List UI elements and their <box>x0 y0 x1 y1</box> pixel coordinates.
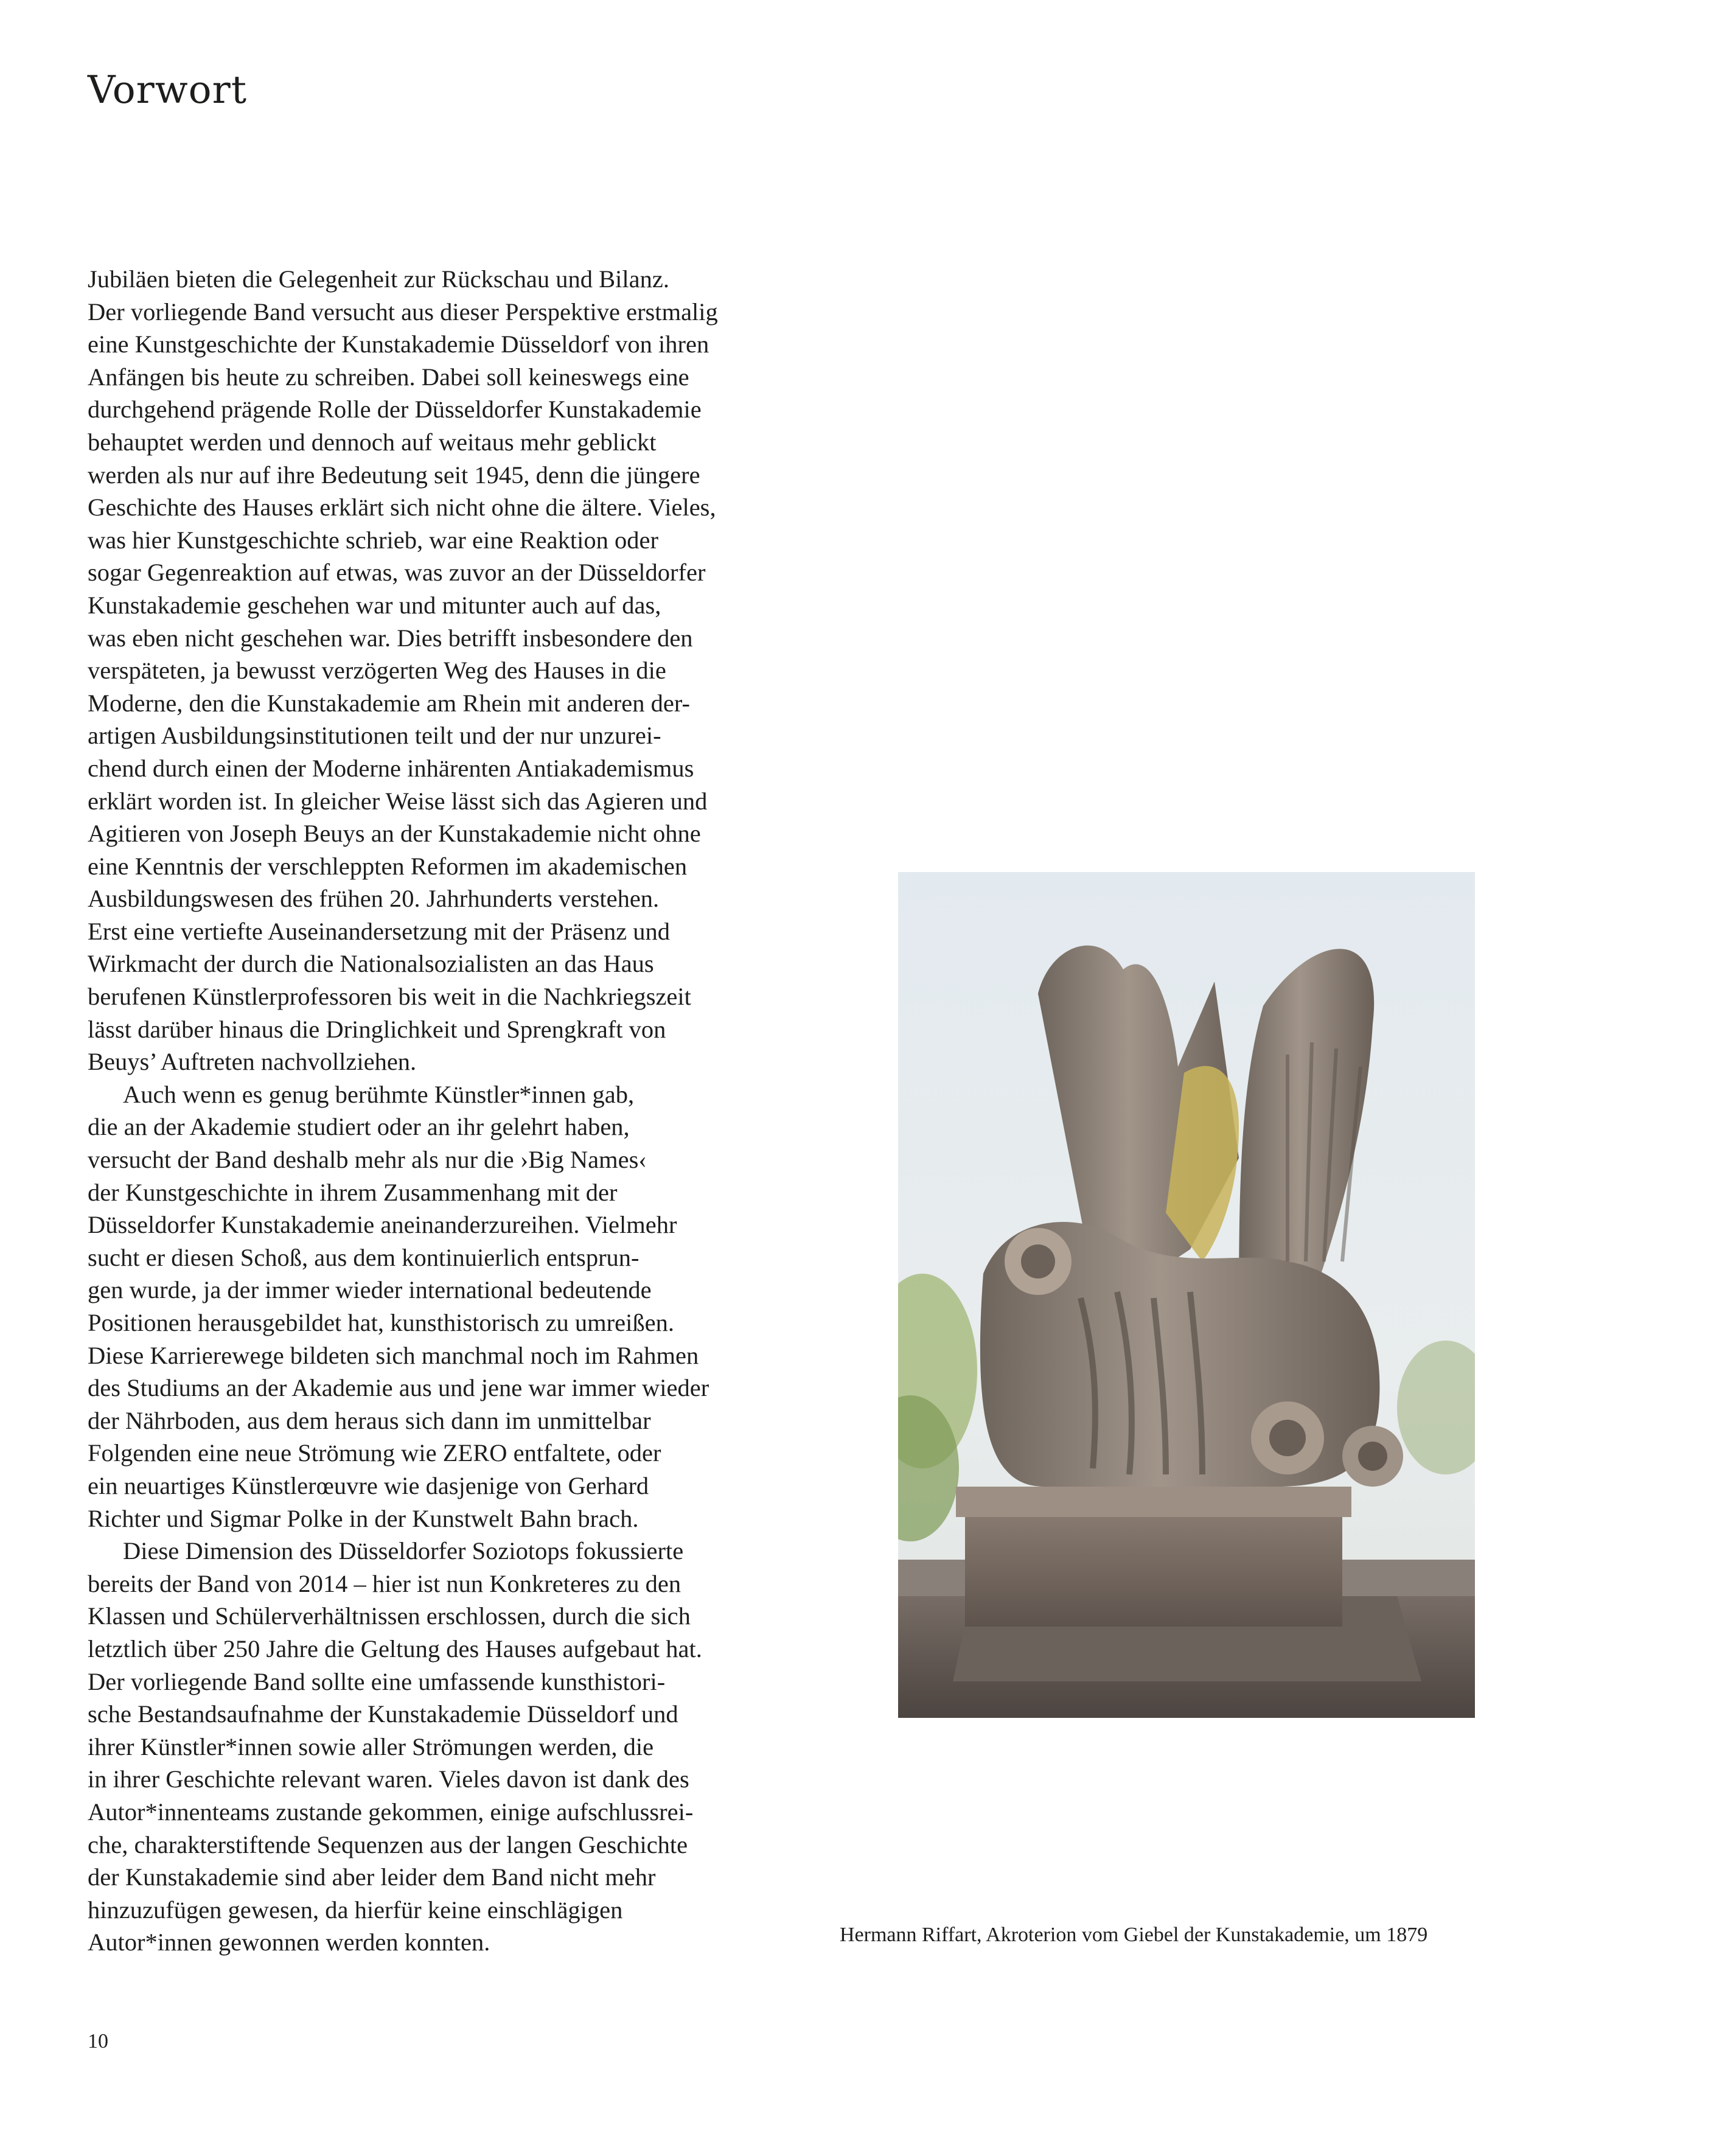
body-line: was hier Kunstgeschichte schrieb, war eine Reaktion oder <box>88 526 658 554</box>
body-line: Klassen und Schülerverhältnissen erschlossen, durch die sich <box>88 1602 691 1630</box>
rosette-center-core <box>1269 1420 1306 1456</box>
body-line: sucht er diesen Schoß, aus dem kontinuierlich entsprun- <box>88 1243 639 1271</box>
body-line: berufenen Künstlerprofessoren bis weit in die Nachkriegszeit <box>88 983 691 1011</box>
body-line: gen wurde, ja der immer wieder international bedeutende <box>88 1276 652 1304</box>
body-line: was eben nicht geschehen war. Dies betrifft insbesondere den <box>88 624 693 652</box>
pedestal-cap <box>956 1487 1351 1517</box>
body-line: versucht der Band deshalb mehr als nur die ›Big Names‹ <box>88 1146 647 1174</box>
page-title: Vorwort <box>88 68 248 112</box>
body-line: che, charakterstiftende Sequenzen aus der langen Geschichte <box>88 1830 688 1858</box>
body-line: Geschichte des Hauses erklärt sich nicht ohne die ältere. Vieles, <box>88 494 716 522</box>
body-line: durchgehend prägende Rolle der Düsseldorfer Kunstakademie <box>88 396 702 424</box>
body-line: Autor*innen gewonnen werden konnten. <box>88 1928 490 1956</box>
body-line: sche Bestandsaufnahme der Kunstakademie Düsseldorf und <box>88 1700 678 1728</box>
body-line: Jubiläen bieten die Gelegenheit zur Rückschau und Bilanz. <box>88 265 669 293</box>
body-line: bereits der Band von 2014 – hier ist nun Konkreteres zu den <box>88 1569 681 1597</box>
body-line: Düsseldorfer Kunstakademie aneinanderzureihen. Vielmehr <box>88 1211 677 1239</box>
akroterion-illustration <box>898 872 1475 1718</box>
body-line: behauptet werden und dennoch auf weitaus mehr geblickt <box>88 428 657 456</box>
body-line: Diese Karrierewege bildeten sich manchmal noch im Rahmen <box>88 1341 699 1369</box>
akroterion-photo <box>898 872 1475 1718</box>
body-line: letztlich über 250 Jahre die Geltung des Hauses aufgebaut hat. <box>88 1634 702 1662</box>
body-line: Der vorliegende Band sollte eine umfassende kunsthistori- <box>88 1667 666 1695</box>
body-line: des Studiums an der Akademie aus und jene war immer wieder <box>88 1374 709 1402</box>
body-line: Der vorliegende Band versucht aus dieser Perspektive erstmalig <box>88 298 718 326</box>
body-line: verspäteten, ja bewusst verzögerten Weg des Hauses in die <box>88 657 666 685</box>
pedestal <box>965 1505 1342 1627</box>
body-line: werden als nur auf ihre Bedeutung seit 1945, denn die jüngere <box>88 461 700 489</box>
body-line: Wirkmacht der durch die Nationalsozialisten an das Haus <box>88 950 654 978</box>
body-line: eine Kenntnis der verschleppten Reformen im akademischen <box>88 852 688 880</box>
body-line: ihrer Künstler*innen sowie aller Strömungen werden, die <box>88 1732 654 1760</box>
body-line: der Kunstgeschichte in ihrem Zusammenhang mit der <box>88 1178 618 1206</box>
rosette-right-core <box>1358 1442 1387 1471</box>
body-line: artigen Ausbildungsinstitutionen teilt und der nur unzurei- <box>88 722 661 750</box>
figure-caption: Hermann Riffart, Akroterion vom Giebel der Kunstakademie, um 1879 <box>840 1924 1428 1946</box>
volute-left-core <box>1021 1244 1055 1279</box>
body-line: chend durch einen der Moderne inhärenten Antiakademismus <box>88 754 694 782</box>
body-line: Beuys’ Auftreten nachvollziehen. <box>88 1048 417 1076</box>
body-line: Kunstakademie geschehen war und mitunter auch auf das, <box>88 591 661 619</box>
body-line: sogar Gegenreaktion auf etwas, was zuvor an der Düsseldorfer <box>88 559 706 587</box>
body-line: Anfängen bis heute zu schreiben. Dabei soll keineswegs eine <box>88 363 689 391</box>
body-line: lässt darüber hinaus die Dringlichkeit und Sprengkraft von <box>88 1015 666 1043</box>
body-text <box>88 263 793 1959</box>
body-line: Folgenden eine neue Strömung wie ZERO entfaltete, oder <box>88 1439 661 1467</box>
body-line: Moderne, den die Kunstakademie am Rhein mit anderen der- <box>88 689 690 717</box>
body-line: in ihrer Geschichte relevant waren. Vieles davon ist dank des <box>88 1765 689 1793</box>
page-number: 10 <box>88 2030 108 2053</box>
body-line: Auch wenn es genug berühmte Künstler*innen gab, <box>123 1080 635 1108</box>
body-line: der Nährboden, aus dem heraus sich dann im unmittelbar <box>88 1406 651 1434</box>
body-line: ein neuartiges Künstlerœuvre wie dasjenige von Gerhard <box>88 1471 649 1499</box>
body-line: Richter und Sigmar Polke in der Kunstwelt Bahn brach. <box>88 1504 639 1532</box>
body-line: der Kunstakademie sind aber leider dem Band nicht mehr <box>88 1863 656 1891</box>
body-line: Agitieren von Joseph Beuys an der Kunstakademie nicht ohne <box>88 820 701 848</box>
body-line: hinzuzufügen gewesen, da hierfür keine einschlägigen <box>88 1896 623 1924</box>
body-line: Positionen herausgebildet hat, kunsthistorisch zu umreißen. <box>88 1309 674 1336</box>
body-line: eine Kunstgeschichte der Kunstakademie Düsseldorf von ihren <box>88 330 709 358</box>
body-line: Erst eine vertiefte Auseinandersetzung mit der Präsenz und <box>88 917 671 945</box>
body-line: Ausbildungswesen des frühen 20. Jahrhunderts verstehen. <box>88 885 660 913</box>
body-line: die an der Akademie studiert oder an ihr gelehrt haben, <box>88 1113 630 1141</box>
body-line: Autor*innenteams zustande gekommen, einige aufschlussrei- <box>88 1798 694 1826</box>
body-line: Diese Dimension des Düsseldorfer Soziotops fokussierte <box>123 1537 684 1565</box>
body-line: erklärt worden ist. In gleicher Weise lässt sich das Agieren und <box>88 787 708 815</box>
